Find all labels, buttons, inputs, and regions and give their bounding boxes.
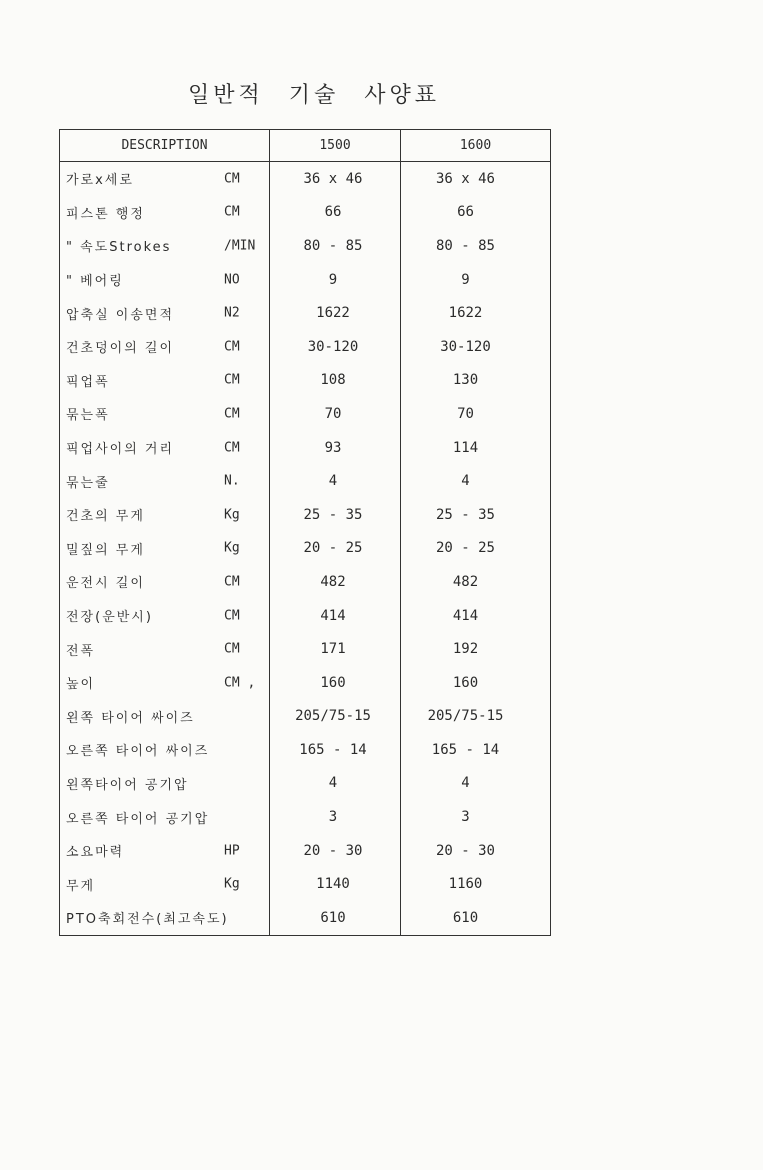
spec-description-cell	[60, 263, 270, 297]
spec-unit: CM	[224, 574, 240, 590]
value-1600: 25 - 35	[401, 498, 551, 532]
value-1600: 192	[401, 632, 551, 666]
spec-description-cell	[60, 565, 270, 599]
value-1500: 1622	[270, 296, 401, 330]
spec-unit: CM	[224, 339, 240, 355]
spec-table-body	[60, 162, 551, 936]
value-1600: 20 - 30	[401, 834, 551, 868]
spec-description-cell	[60, 733, 270, 767]
spec-label: 픽업사이의 거리	[66, 442, 175, 458]
value-1600: 160	[401, 666, 551, 700]
spec-label: 전장(운반시)	[66, 610, 153, 626]
value-1500: 4	[270, 464, 401, 498]
value-1600: 1622	[401, 296, 551, 330]
value-1500: 20 - 25	[270, 532, 401, 566]
spec-description-cell	[60, 867, 270, 901]
spec-unit: HP	[224, 843, 240, 859]
value-1600: 4	[401, 767, 551, 801]
spec-description-cell	[60, 767, 270, 801]
spec-label: " 속도Strokes	[66, 240, 172, 256]
table-row	[60, 700, 551, 734]
table-row	[60, 464, 551, 498]
table-row	[60, 330, 551, 364]
value-1600: 414	[401, 599, 551, 633]
table-row	[60, 834, 551, 868]
spec-description-cell	[60, 632, 270, 666]
value-1600: 80 - 85	[401, 229, 551, 263]
spec-label: 전폭	[66, 643, 96, 659]
spec-description-cell	[60, 162, 270, 196]
spec-table	[59, 129, 551, 936]
spec-unit: N2	[224, 305, 240, 321]
value-1600: 114	[401, 431, 551, 465]
spec-unit: Kg	[224, 876, 240, 892]
value-1500: 30-120	[270, 330, 401, 364]
spec-unit: CM	[224, 406, 240, 422]
value-1600: 30-120	[401, 330, 551, 364]
spec-description-cell	[60, 464, 270, 498]
value-1600: 1160	[401, 867, 551, 901]
value-1500: 205/75-15	[270, 700, 401, 734]
spec-label: 소요마력	[66, 845, 125, 861]
spec-label: 건초덩이의 길이	[66, 341, 175, 357]
spec-label: 피스톤 행정	[66, 206, 145, 222]
value-1600: 70	[401, 397, 551, 431]
value-1600: 3	[401, 800, 551, 834]
spec-label: 묶는폭	[66, 408, 110, 424]
spec-description-cell	[60, 700, 270, 734]
spec-description-cell	[60, 901, 270, 935]
value-1500: 3	[270, 800, 401, 834]
value-1500: 482	[270, 565, 401, 599]
spec-label: " 베어링	[66, 274, 124, 290]
value-1500: 70	[270, 397, 401, 431]
spec-unit: CM	[224, 171, 240, 187]
spec-label: 오른쪽 타이어 공기압	[66, 811, 210, 827]
value-1500: 80 - 85	[270, 229, 401, 263]
header-model-1600: 1600	[401, 130, 551, 162]
spec-table-container	[59, 129, 550, 936]
table-row	[60, 162, 551, 196]
spec-label: 무게	[66, 878, 96, 894]
spec-description-cell	[60, 498, 270, 532]
table-row	[60, 364, 551, 398]
table-row	[60, 632, 551, 666]
spec-description-cell	[60, 431, 270, 465]
table-row	[60, 229, 551, 263]
spec-description-cell	[60, 296, 270, 330]
value-1500: 4	[270, 767, 401, 801]
value-1500: 36 x 46	[270, 162, 401, 196]
spec-description-cell	[60, 196, 270, 230]
table-row	[60, 532, 551, 566]
value-1600: 20 - 25	[401, 532, 551, 566]
table-row	[60, 800, 551, 834]
value-1600: 9	[401, 263, 551, 297]
value-1600: 610	[401, 901, 551, 935]
value-1500: 414	[270, 599, 401, 633]
value-1500: 25 - 35	[270, 498, 401, 532]
value-1600: 165 - 14	[401, 733, 551, 767]
spec-unit: CM	[224, 641, 240, 657]
spec-label: 밀짚의 무게	[66, 542, 145, 558]
table-row	[60, 263, 551, 297]
spec-description-cell	[60, 800, 270, 834]
spec-label: 왼쪽 타이어 싸이즈	[66, 710, 195, 726]
value-1500: 20 - 30	[270, 834, 401, 868]
spec-description-cell	[60, 229, 270, 263]
table-row	[60, 767, 551, 801]
table-header-row	[60, 130, 551, 162]
spec-unit: N.	[224, 473, 240, 489]
table-row	[60, 431, 551, 465]
table-row	[60, 867, 551, 901]
table-row	[60, 599, 551, 633]
spec-label: PTO축회전수(최고속도)	[66, 912, 229, 928]
spec-unit: CM	[224, 440, 240, 456]
spec-label: 오른쪽 타이어 싸이즈	[66, 744, 210, 760]
spec-label: 압축실 이송면적	[66, 307, 175, 323]
value-1500: 165 - 14	[270, 733, 401, 767]
value-1500: 108	[270, 364, 401, 398]
table-row	[60, 397, 551, 431]
table-row	[60, 901, 551, 935]
value-1600: 130	[401, 364, 551, 398]
spec-label: 높이	[66, 677, 96, 693]
spec-unit: Kg	[224, 540, 240, 556]
spec-description-cell	[60, 532, 270, 566]
value-1500: 610	[270, 901, 401, 935]
spec-label: 픽업폭	[66, 374, 110, 390]
spec-label: 운전시 길이	[66, 576, 145, 592]
header-description: DESCRIPTION	[60, 130, 270, 162]
value-1600: 66	[401, 196, 551, 230]
table-row	[60, 733, 551, 767]
value-1500: 171	[270, 632, 401, 666]
spec-description-cell	[60, 364, 270, 398]
spec-label: 왼쪽타이어 공기압	[66, 777, 189, 793]
header-model-1500: 1500	[270, 130, 401, 162]
value-1600: 4	[401, 464, 551, 498]
value-1500: 1140	[270, 867, 401, 901]
spec-description-cell	[60, 330, 270, 364]
spec-unit: NO	[224, 272, 240, 288]
value-1600: 36 x 46	[401, 162, 551, 196]
value-1500: 66	[270, 196, 401, 230]
value-1500: 93	[270, 431, 401, 465]
spec-unit: CM	[224, 372, 240, 388]
spec-unit: CM	[224, 204, 240, 220]
value-1500: 160	[270, 666, 401, 700]
spec-unit: Kg	[224, 507, 240, 523]
page-title: 일반적 기술 사양표	[187, 83, 440, 108]
spec-description-cell	[60, 666, 270, 700]
table-row	[60, 296, 551, 330]
table-row	[60, 196, 551, 230]
spec-unit: CM	[224, 608, 240, 624]
table-row	[60, 666, 551, 700]
spec-unit: /MIN	[224, 238, 256, 254]
spec-description-cell	[60, 599, 270, 633]
spec-description-cell	[60, 397, 270, 431]
table-row	[60, 498, 551, 532]
value-1600: 482	[401, 565, 551, 599]
spec-label: 가로x세로	[66, 173, 134, 189]
spec-label: 묶는줄	[66, 475, 110, 491]
value-1600: 205/75-15	[401, 700, 551, 734]
value-1500: 9	[270, 263, 401, 297]
spec-description-cell	[60, 834, 270, 868]
spec-unit: CM ,	[224, 675, 256, 691]
spec-label: 건초의 무게	[66, 509, 145, 525]
table-row	[60, 565, 551, 599]
